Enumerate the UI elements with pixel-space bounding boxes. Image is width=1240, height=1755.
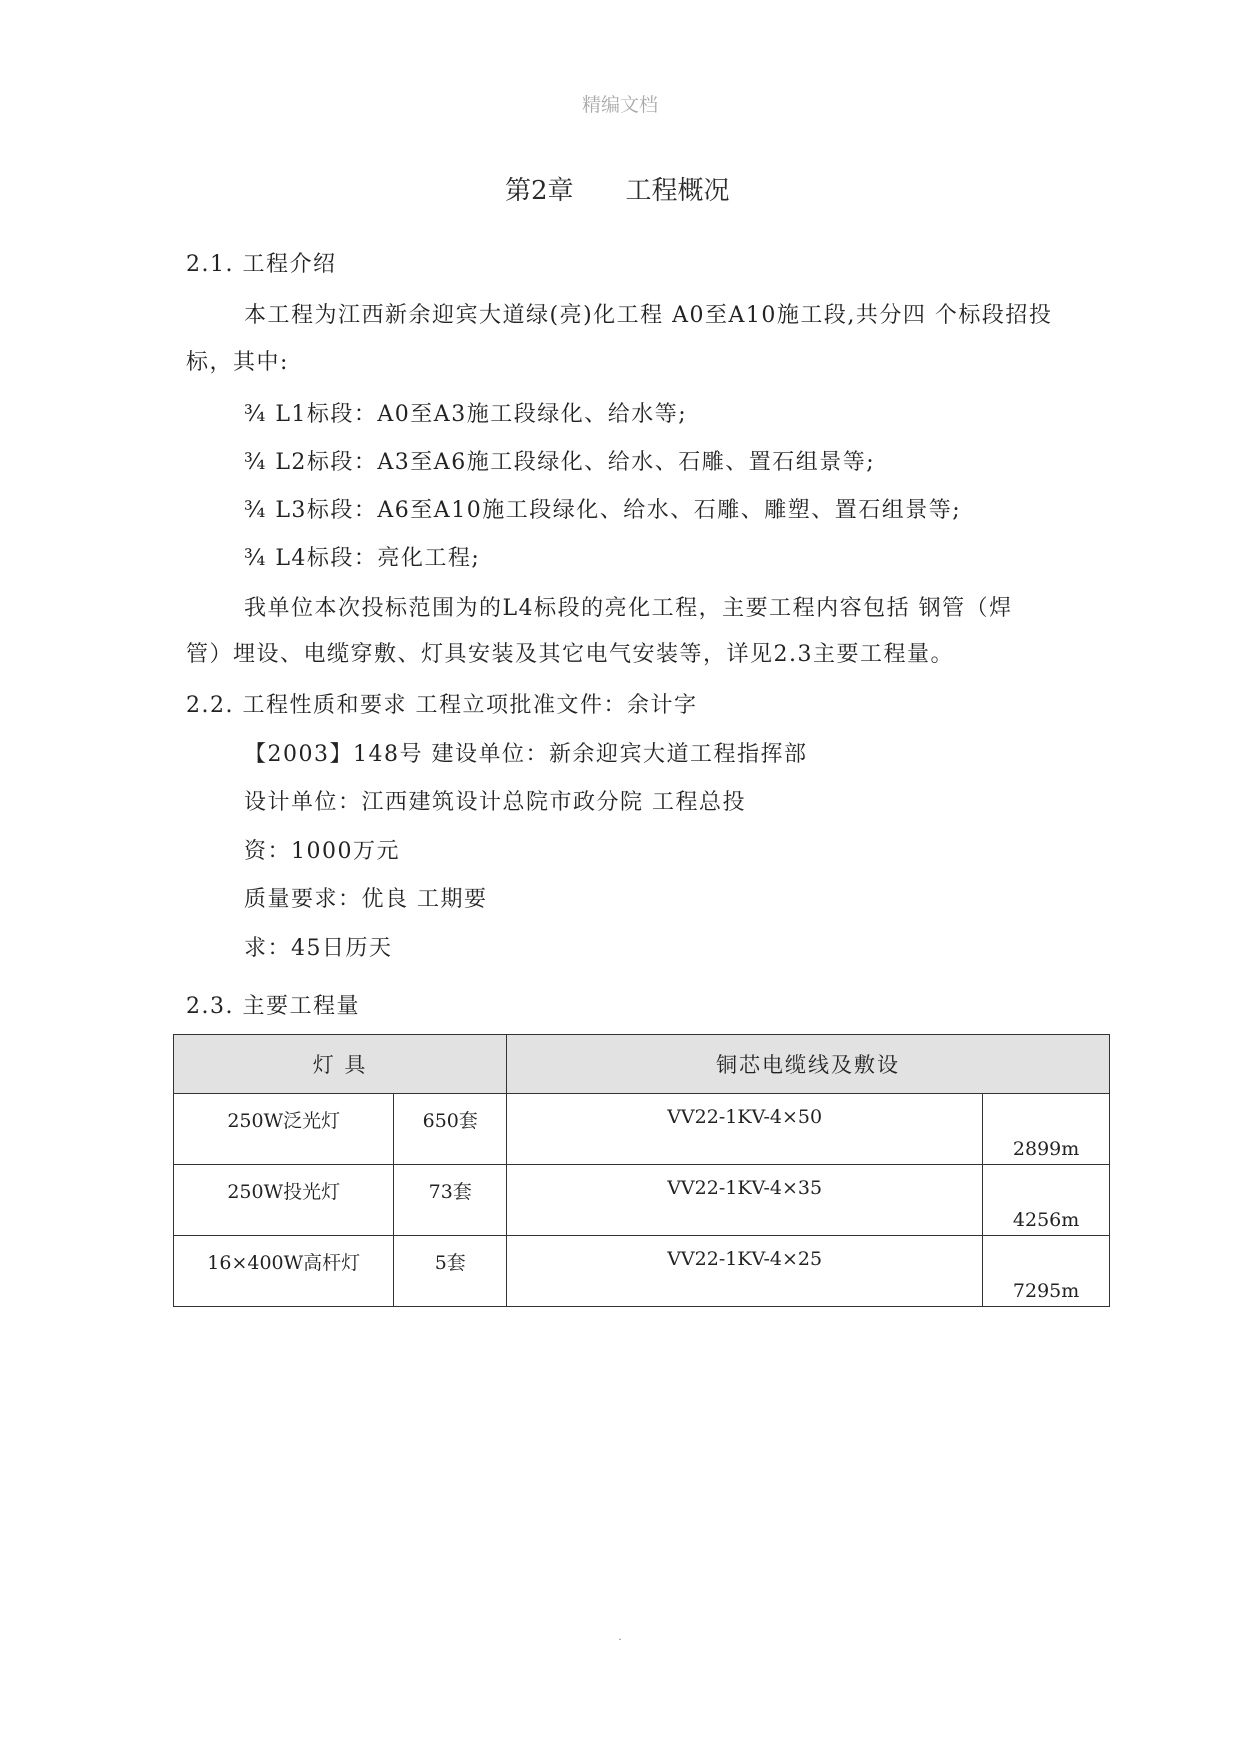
cable-cell: VV22-1KV-4×25 xyxy=(507,1236,983,1307)
table-header-row xyxy=(174,1035,1110,1094)
table-row xyxy=(174,1165,1110,1236)
section-2-3-heading: 2.3. 主要工程量 xyxy=(186,994,360,1019)
project-info-line: 质量要求：优良 工期要 xyxy=(244,887,488,912)
chapter-name: 工程概况 xyxy=(625,176,730,206)
table-row xyxy=(174,1236,1110,1307)
bid-section-item: ¾ L1标段：A0至A3施工段绿化、给水等; xyxy=(244,402,688,427)
header-watermark: 精编文档 xyxy=(581,94,658,116)
chapter-title xyxy=(505,170,730,207)
fixture-cell: 250W投光灯 xyxy=(174,1165,394,1236)
scope-paragraph-line-2: 管）埋设、电缆穿敷、灯具安装及其它电气安装等，详见2.3主要工程量。 xyxy=(186,642,954,667)
project-info-line: 【2003】148号 建设单位：新余迎宾大道工程指挥部 xyxy=(244,742,808,767)
count-cell: 5套 xyxy=(394,1236,507,1307)
count-cell: 650套 xyxy=(394,1094,507,1165)
fixture-cell: 250W泛光灯 xyxy=(174,1094,394,1165)
header-fixtures: 灯 具 xyxy=(174,1035,507,1094)
count-cell: 73套 xyxy=(394,1165,507,1236)
length-cell: 2899m xyxy=(983,1094,1110,1165)
project-info-line: 资：1000万元 xyxy=(244,839,400,864)
bid-section-item: ¾ L4标段：亮化工程; xyxy=(244,546,481,571)
length-cell: 4256m xyxy=(983,1165,1110,1236)
section-2-2-heading: 2.2. 工程性质和要求 工程立项批准文件：余计字 xyxy=(186,693,698,718)
cable-cell: VV22-1KV-4×35 xyxy=(507,1165,983,1236)
page-footer-mark: . xyxy=(618,1632,622,1643)
header-cables: 铜芯电缆线及敷设 xyxy=(507,1035,1110,1094)
project-info-line: 设计单位：江西建筑设计总院市政分院 工程总投 xyxy=(244,790,746,815)
table-row xyxy=(174,1094,1110,1165)
fixture-cell: 16×400W高杆灯 xyxy=(174,1236,394,1307)
intro-paragraph-line-1: 本工程为江西新余迎宾大道绿(亮)化工程 A0至A10施工段,共分四 个标段招投 xyxy=(244,303,1053,328)
cable-cell: VV22-1KV-4×50 xyxy=(507,1094,983,1165)
intro-paragraph-line-2: 标，其中: xyxy=(186,350,289,375)
scope-paragraph-line-1: 我单位本次投标范围为的L4标段的亮化工程，主要工程内容包括 钢管（焊 xyxy=(244,596,1013,621)
section-2-1-heading: 2.1. 工程介绍 xyxy=(186,252,337,277)
chapter-number: 第2章 xyxy=(505,176,574,206)
quantities-table xyxy=(173,1034,1110,1307)
bid-section-item: ¾ L3标段：A6至A10施工段绿化、给水、石雕、雕塑、置石组景等; xyxy=(244,498,962,523)
bid-section-item: ¾ L2标段：A3至A6施工段绿化、给水、石雕、置石组景等; xyxy=(244,450,876,475)
project-info-line: 求：45日历天 xyxy=(244,936,393,961)
length-cell: 7295m xyxy=(983,1236,1110,1307)
